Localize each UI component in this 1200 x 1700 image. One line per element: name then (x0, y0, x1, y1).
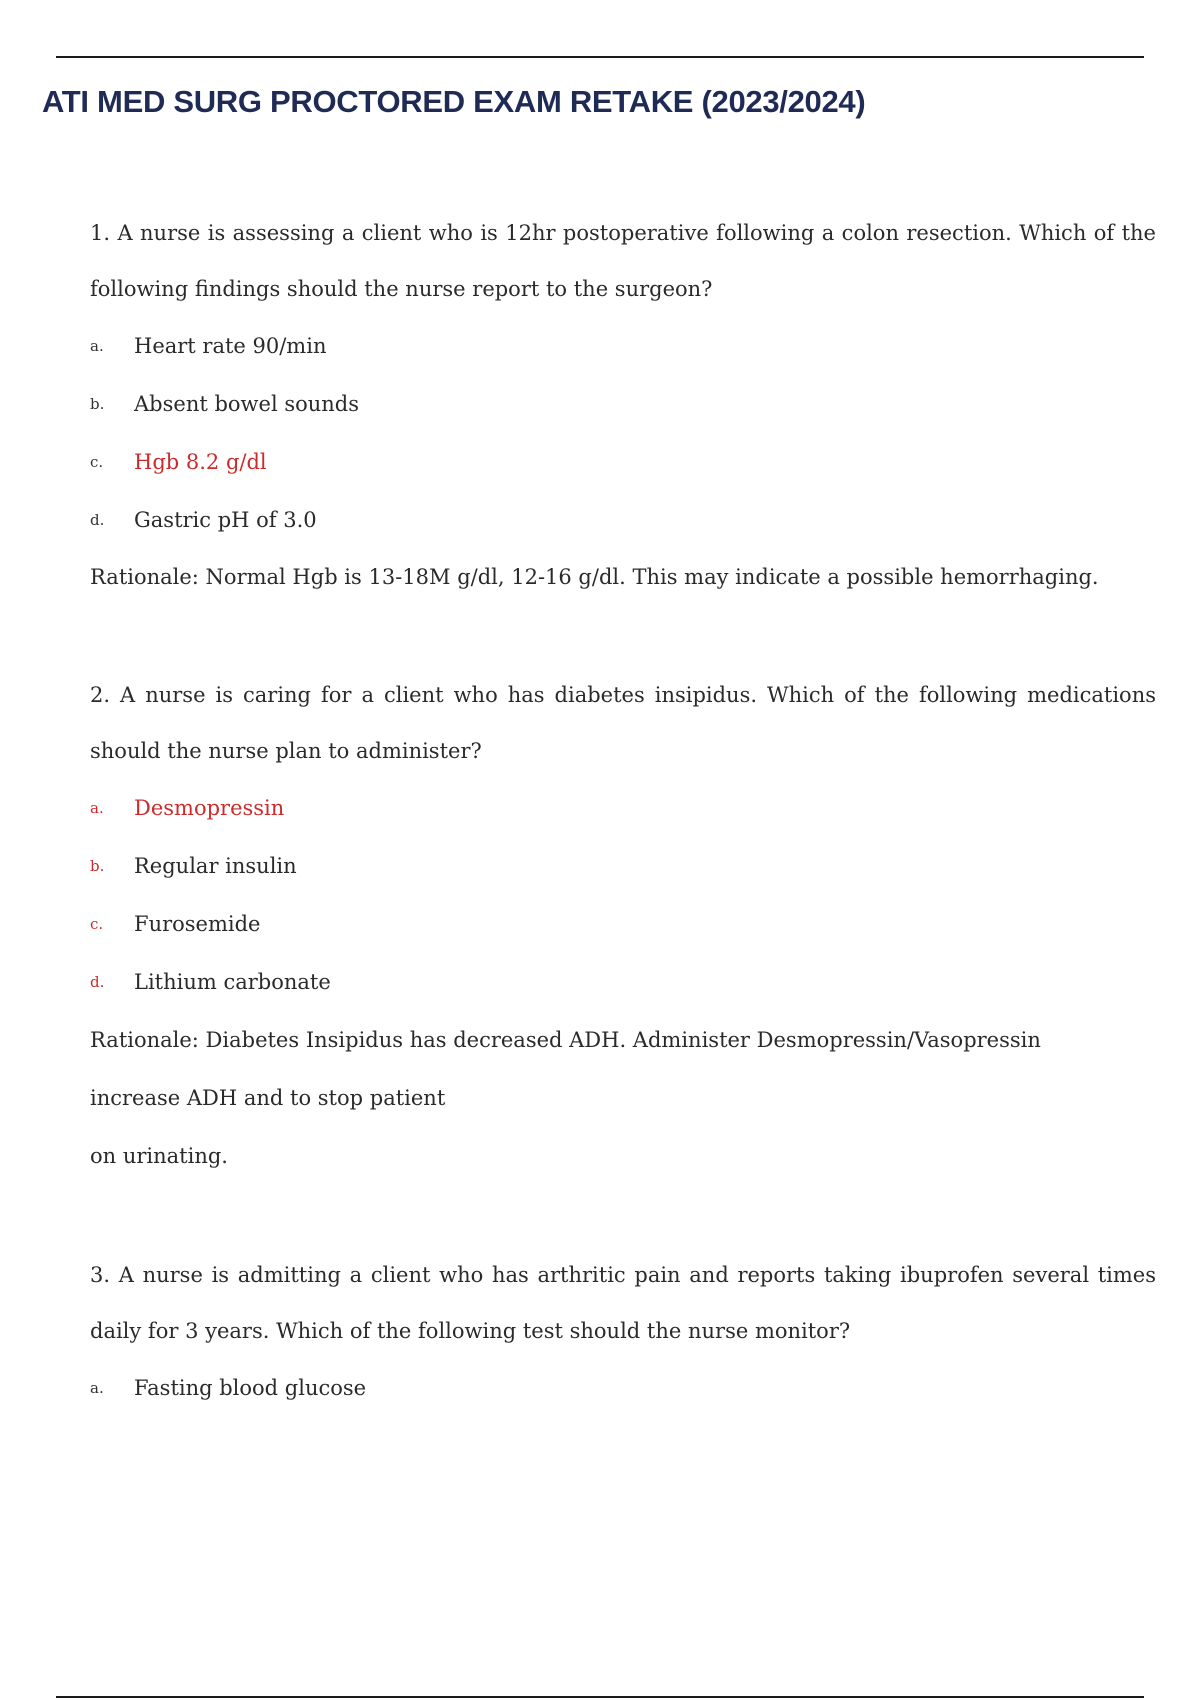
option-text: Lithium carbonate (134, 970, 331, 994)
option-marker: a. (90, 337, 104, 355)
question-3 (90, 1247, 1156, 1417)
option-marker: d. (90, 973, 105, 991)
option-marker: b. (90, 395, 105, 413)
option-text: Heart rate 90/min (134, 334, 327, 358)
question-1-option-b (90, 375, 1156, 433)
question-2-option-a-correct (90, 779, 1156, 837)
option-text: Absent bowel sounds (134, 392, 360, 416)
question-2-stem: 2. A nurse is caring for a client who has diabetes insipidus. Which of the following medications should the nurse plan to administer? (90, 683, 1156, 763)
question-3-stem: 3. A nurse is admitting a client who has arthritic pain and reports taking ibuprofen several times daily for 3 years. Which of the following test should the nurse monitor? (90, 1263, 1156, 1343)
question-3-option-a (90, 1359, 1156, 1417)
question-2 (90, 667, 1156, 1185)
option-text: Fasting blood glucose (134, 1376, 367, 1400)
option-text: Hgb 8.2 g/dl (134, 450, 267, 474)
option-marker: d. (90, 511, 105, 529)
question-2-rationale (90, 1011, 1156, 1185)
option-text: Regular insulin (134, 854, 297, 878)
option-text: Furosemide (134, 912, 261, 936)
option-marker: a. (90, 799, 104, 817)
option-marker: c. (90, 915, 104, 933)
question-spacer (90, 605, 1156, 667)
option-text: Gastric pH of 3.0 (134, 508, 317, 532)
question-2-option-d (90, 953, 1156, 1011)
question-2-options (90, 779, 1156, 1011)
rationale-line: on urinating. (90, 1144, 228, 1168)
question-3-options (90, 1359, 1156, 1417)
question-1-option-a (90, 317, 1156, 375)
question-1 (90, 205, 1156, 605)
option-marker: a. (90, 1379, 104, 1397)
top-rule (56, 56, 1144, 58)
question-1-option-d (90, 491, 1156, 549)
question-1-options (90, 317, 1156, 549)
option-text: Desmopressin (134, 796, 285, 820)
option-marker: c. (90, 453, 104, 471)
question-1-option-c-correct (90, 433, 1156, 491)
question-2-option-c (90, 895, 1156, 953)
question-1-stem: 1. A nurse is assessing a client who is 12hr postoperative following a colon resection. Which of the following findings should the nurse report to the surgeon? (90, 221, 1156, 301)
rationale-line: increase ADH and to stop patient (90, 1086, 446, 1110)
document-title: ATI MED SURG PROCTORED EXAM RETAKE (2023/2024) (42, 84, 866, 119)
document-body (90, 205, 1156, 1417)
question-1-rationale: Rationale: Normal Hgb is 13-18M g/dl, 12-16 g/dl. This may indicate a possible hemorrhaging. (90, 565, 1099, 589)
question-spacer (90, 1185, 1156, 1247)
option-marker: b. (90, 857, 105, 875)
rationale-line: Rationale: Diabetes Insipidus has decreased ADH. Administer Desmopressin/Vasopressin (90, 1028, 1041, 1052)
question-2-option-b (90, 837, 1156, 895)
bottom-rule (56, 1696, 1144, 1698)
